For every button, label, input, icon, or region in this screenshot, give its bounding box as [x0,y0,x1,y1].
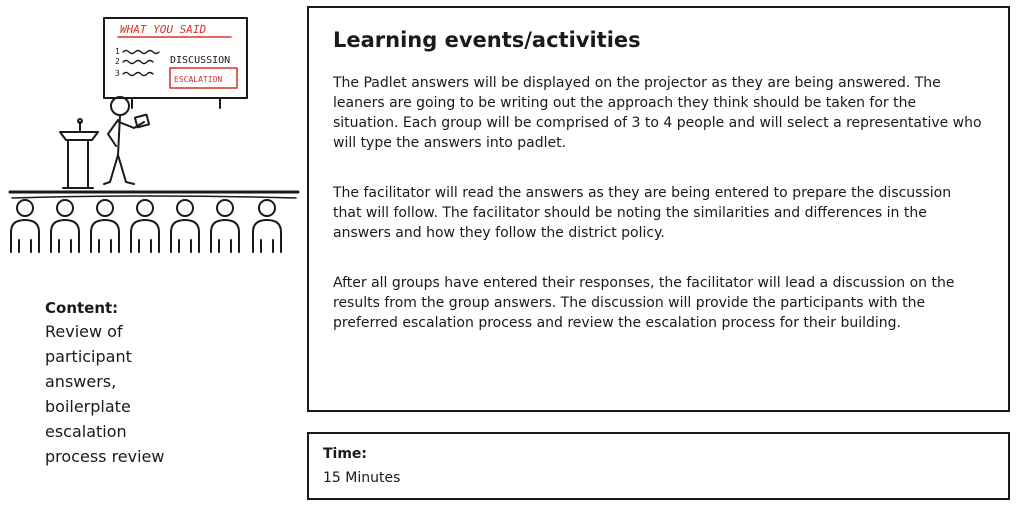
board-row-number-2: 2 [115,57,120,66]
content-line: boilerplate [45,397,131,416]
podium-icon [60,119,98,188]
board-item-escalation: ESCALATION [174,75,223,84]
content-line: process review [45,447,165,466]
activities-paragraph-3: After all groups have entered their responses, the facilitator will lead a discussion on the results from the group answers. The discussion will provide the participants with the preferred escalation process and review the escalation process for their building. [333,275,955,331]
content-line: escalation [45,422,127,441]
activities-title: Learning events/activities [333,28,641,52]
board-item-discussion: DISCUSSION [170,55,231,66]
activities-paragraph-1: The Padlet answers will be displayed on the projector as they are being answered. The leaners are going to be writing out the approach they think should be taken for the situation. Each group will be comprised of 3 to 4 people and will select a representative who will type the answers into padlet. [333,75,982,151]
content-summary [45,297,295,469]
audience-icon [11,200,281,252]
content-label: Content: [45,299,119,317]
time-box [307,432,1010,500]
presentation-illustration [0,0,305,275]
board-heading: WHAT YOU SAID [120,23,207,36]
board-row-number-3: 3 [115,69,120,78]
content-line: Review of [45,322,123,341]
time-value: 15 Minutes [323,470,401,486]
board-row-number-1: 1 [115,47,120,56]
activities-paragraph-2: The facilitator will read the answers as they are being entered to prepare the discussion that will follow. The facilitator should be noting the similarities and differences in the answers and how they follow the district policy. [333,185,952,241]
time-label: Time: [323,446,368,462]
activities-box [307,6,1010,412]
content-line: participant [45,347,132,366]
content-line: answers, [45,372,117,391]
presenter-icon [104,97,149,184]
